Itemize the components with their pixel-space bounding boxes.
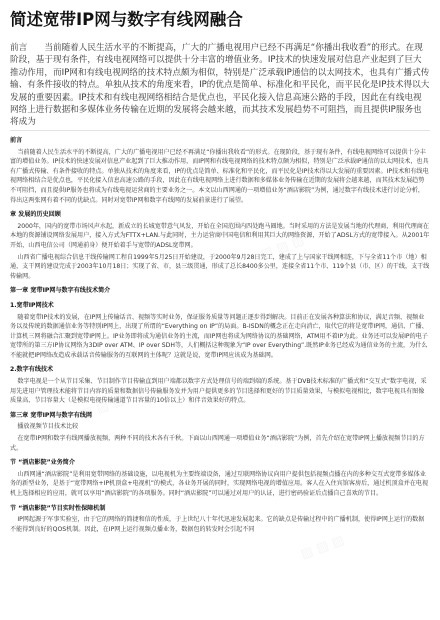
section-heading: 2.数字有线技术 xyxy=(10,366,54,374)
summary-divider xyxy=(10,130,430,131)
page-title: 简述宽带IP网与数字有线网融合 xyxy=(10,10,243,29)
section-heading: 节 “酒店影院”业务简介 xyxy=(10,459,75,467)
body-paragraph: 数字电视是一个从节目采集、节目制作节目传输直到用户端都以数字方式处理信号的端到端的系统。基于DVB技术标准的广播式和“交互式”数字电视，采用先进用户管理技术能将节目内容的质量和数据信号传输服务发并为用户提供更多的节目选择和更好的节目质量效果，与模拟电视相比，数字电视具有图像质量高、节目容量大（是模拟电视传输通道节目容量的10倍以上）和伴音效果好的特点。 xyxy=(10,378,427,405)
section-heading: 第三章 宽带IP网与数字有线网 xyxy=(10,411,92,419)
section-heading: 节 “酒店影院”节目实时性保障机制 xyxy=(10,504,106,512)
body-paragraph: IP网起源于军事实验室，由于它的网络的简捷和信的性质，于上世纪八十年代迅速发展起来。它的缺点是传输过程中的广播机制，使得IP网上运行的数据不能得到良好的QOS机制。因此，在IP网上运行视频点播业务，数据包的转发时会引起不同 xyxy=(10,516,425,533)
section-heading: 章 发展的历史回顾 xyxy=(10,211,61,219)
section-heading: 前言 xyxy=(10,137,23,144)
section-heading: 1.宽带IP网技术 xyxy=(10,301,54,309)
watermark-pattern xyxy=(299,533,347,563)
body-paragraph: 当前随着人民生活水平的不断提高，广大的广播电视用户已经不再满足“你播出我收看”的形式。在现阶段，基于现有条件，有线电视网络可以提供十分丰富的增值业务。IP技术的快速发展对信息产业起到了巨大推动作用，而IP网和有线电视网络的技术特点颇为相似，特别是广泛承载IP通信的以太网技术，也具有广播式传输、有条件接收的特点。单独从技术的角度来看，IP的优点是简单、标准化和平民化，而平民化是IP技术得以大发展的重要因素。IP技术和有线电视网络相结合是优点也，平民化接入信息高速公路的手段，因此在有线电视网络上进行数据和多媒体业务传输在近期的发展将会越来越，而其技术发展趋势不可阻挡，而且提供IP服务也将成为有线电视运营商的主要业务之一。本文以山西网通的一项增值业务“酒店影院”为例，通过数字有线技术进行讨论分析，得出这两张网有着不同的优缺点。同时对宽带IP网和数字有线网的发展前景进行了展望。 xyxy=(10,148,429,204)
article-body xyxy=(10,136,430,536)
body-paragraph: 山西省广播电视综合信息干线传输网工程自1999年5月25日开始建设，于2000年9月28日完工，建成了上与国家干线网相连，下与全省11个市（地）相通，支干网的建设完成于2003年10月18日；实现了省、市，县三级贯通，形成了总长8400多公里，连接全省11个市、119个县（市、区）的干线，支干线传输网。 xyxy=(10,253,430,280)
body-paragraph: 2000年，国内的宽带市场风声水起，新成立的长城宽带意气风发，开始在全国范围内四处跑马圈地。当时采用的方法是发展当地的代理商，利用代理商在本地的资源铺设网络发展用户，接入方式为FTTX+LAN.与此同时，主力运营商中国电信和利用其巨大的网络资源，开始了ADSL方式的宽带接入。从2001年开始，山西电信公司（网通前身）便开始着手与宽带的ADSL宽带网。 xyxy=(10,222,430,249)
body-paragraph: 在宽带IP网和数字有线网播放视频，两种不同的技术各有千秋。下面以山西网通一项增值业务“酒店影院”为例，首先介绍在宽带IP网上播放视频节目的方式。 xyxy=(10,435,425,452)
body-paragraph: 随着宽带IP技术的发展，在IP网上传输话音、视频等实时业务，保证服务质量等问题正逐步得到解决。目前正在发展各种算法和协议，满足音频、视频业务以及传统的数据通信业务等特别IP网上，出现了所谓的“Everything on IP”的局面。B-ISDN的概念正在走向消亡，取代它的将是宽带IP网，通信、广播、计算机三网将融合汇聚到宽带IP网上。IP业务即将成为通信业务的主流，而IP网也将成为网络协议的基础网络，ATM用不着IP为此。业务还可以发展IP的电子宽带所的第三方IP协议网络为3DIP over ATM、IP over SDH等，人们概括这种现象为“IP over Everything”.既然IP业务已经成为通信业务的主流，为什么不能就把IP网络改造成承载话音传输服务的互联网的主体呢？这就是说，宽带IP网应该成为基础网。 xyxy=(10,313,428,359)
summary-paragraph: 前言 当前随着人民生活水平的不断提高，广大的广播电视用户已经不再满足“你播出我收看”的形式。在现阶段，基于现有条件，有线电视网络可以提供十分丰富的增值业务。IP技术的快速发展对信息产业起到了巨大推动作用，而IP网和有线电视网络的技术特点颇为相似，特别是广泛承载IP通信的以太网技术，也具有广播式传输、有条件接收的特点。单独从技术的角度来看，IP的优点是简单、标准化和平民化，而平民化是IP技术得以大发展的重要因素。IP技术和有线电视网络相结合是优点也，平民化接入信息高速公路的手段，因此在有线电视网络上进行数据和多媒体业务传输在近期的发展将会越来越，而其技术发展趋势不可阻挡，而且提供IP服务也将成为 xyxy=(10,43,430,128)
section-heading: 第一章 宽带IP网与数字有线技术简介 xyxy=(10,287,111,295)
body-paragraph: 播放视频节目技术比较 xyxy=(17,423,79,431)
body-paragraph: 山西网通“酒店影院”是利用宽带网络的基础设施，以电视机为主要终端设备，通过互联网络协议向用户提供包括视频点播在内的多种交互式宽带多媒体业务的新型业务，是基于“宽带网络+IP机顶盒+电视机”的模式，各业务开展的同时，实现网络电视的增值应用。客人在入住宾馆客房后，通过机顶盒并在电视机上选择相应的应用，就可以享用“酒店影院”的各项服务。同时“酒店影院”可以通过对用户的认证，进行密码验证后点播自己喜欢的节目。 xyxy=(10,470,429,497)
